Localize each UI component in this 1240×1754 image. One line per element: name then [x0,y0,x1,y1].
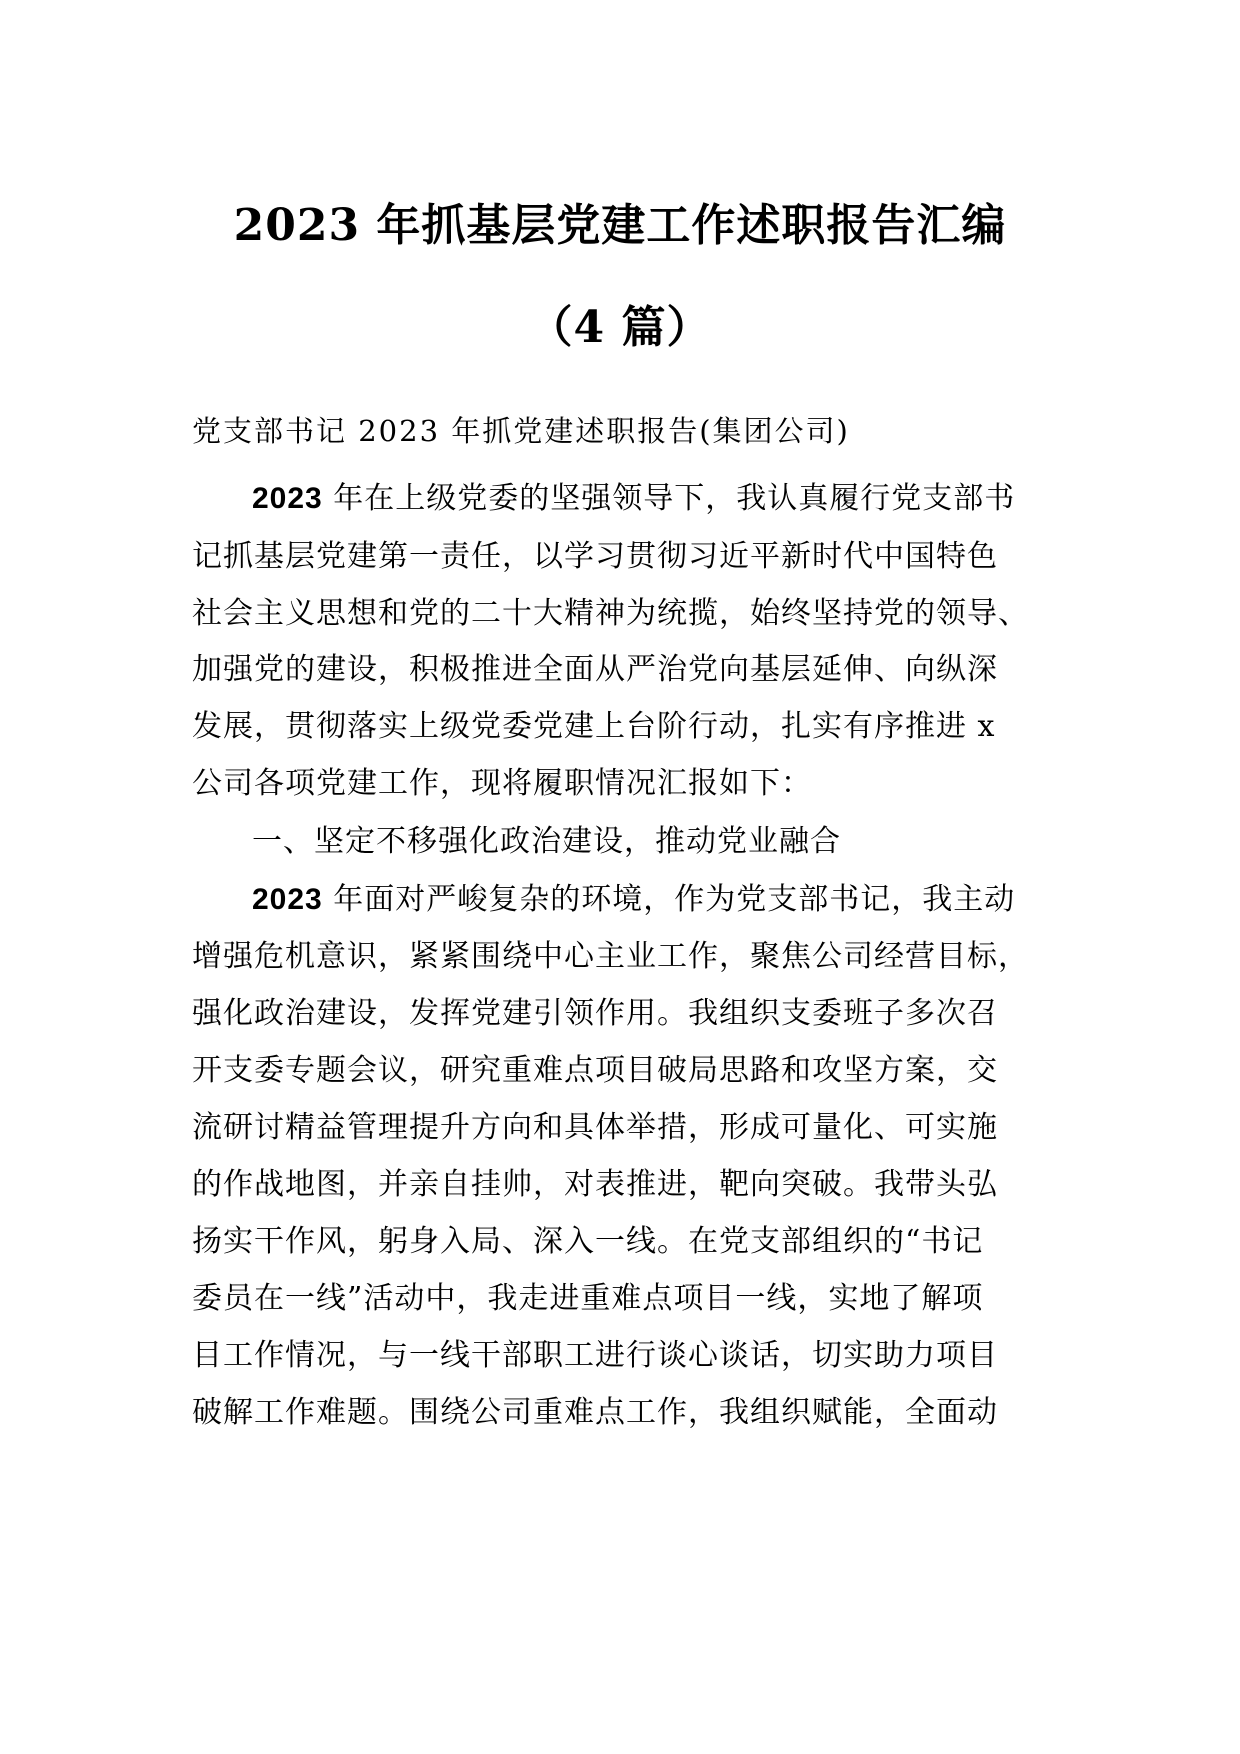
paragraph-2-line-7: 扬实干作风，躬身入局、深入一线。在党支部组织的“书记 [192,1224,984,1259]
paragraph-2-line-2: 增强危机意识，紧紧围绕中心主业工作，聚焦公司经营目标， [192,939,1029,974]
paragraph-2-line-3: 强化政治建设，发挥党建引领作用。我组织支委班子多次召 [192,996,998,1031]
paragraph-2-line-1 [252,880,1015,920]
year-number: 2023 [252,482,323,515]
paragraph-1-line-1 [252,479,1015,519]
section-heading-1: 一、坚定不移强化政治建设，推动党业融合 [252,824,841,859]
document-title-line-1: 2023 年抓基层党建工作述职报告汇编 [233,200,1007,251]
document-title-line-2: （4 篇） [528,302,712,353]
paragraph-1-line-2: 记抓基层党建第一责任，以学习贯彻习近平新时代中国特色 [192,539,998,574]
paragraph-text: 年在上级党委的坚强领导下，我认真履行党支部书 [322,481,1016,516]
paragraph-2-line-9: 目工作情况，与一线干部职工进行谈心谈话，切实助力项目 [192,1338,998,1373]
paragraph-1-line-4: 加强党的建设，积极推进全面从严治党向基层延伸、向纵深 [192,652,998,687]
paragraph-1-line-6: 公司各项党建工作，现将履职情况汇报如下： [192,766,812,801]
paragraph-1-line-3: 社会主义思想和党的二十大精神为统揽，始终坚持党的领导、 [192,596,1029,631]
paragraph-text: 年面对严峻复杂的环境，作为党支部书记，我主动 [322,882,1016,917]
paragraph-2-line-6: 的作战地图，并亲自挂帅，对表推进，靶向突破。我带头弘 [192,1167,998,1202]
report-subtitle: 党支部书记 2023 年抓党建述职报告(集团公司) [192,414,850,448]
paragraph-2-line-8: 委员在一线”活动中，我走进重难点项目一线，实地了解项 [192,1281,984,1316]
year-number: 2023 [252,883,323,916]
paragraph-1-line-5: 发展，贯彻落实上级党委党建上台阶行动，扎实有序推进 x [192,709,996,744]
paragraph-2-line-4: 开支委专题会议，研究重难点项目破局思路和攻坚方案，交 [192,1053,998,1088]
paragraph-2-line-10: 破解工作难题。围绕公司重难点工作，我组织赋能，全面动 [192,1395,998,1430]
paragraph-2-line-5: 流研讨精益管理提升方向和具体举措，形成可量化、可实施 [192,1110,998,1145]
